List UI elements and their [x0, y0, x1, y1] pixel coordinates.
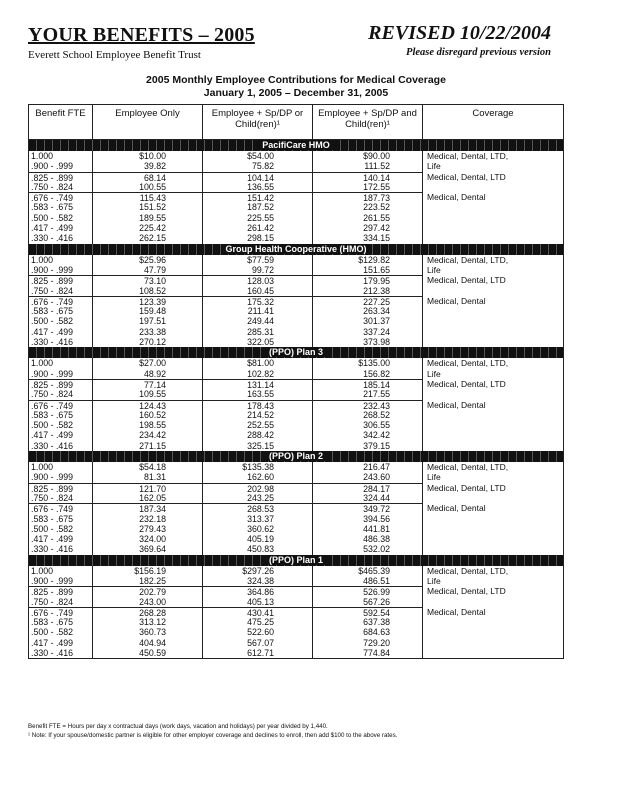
cell-fte: .500 - .582: [29, 420, 93, 430]
cell-employee-only: 268.28: [93, 607, 203, 617]
cell-employee-sp-or-child: $77.59: [203, 255, 313, 265]
cell-employee-sp-and-child: 349.72: [313, 503, 423, 513]
cell-coverage: [423, 213, 563, 223]
cell-employee-sp-or-child: 430.41: [203, 607, 313, 617]
cell-employee-sp-and-child: 268.52: [313, 410, 423, 420]
table-row: [29, 327, 563, 337]
document-title-line1: 2005 Monthly Employee Contributions for Medical Coverage: [146, 74, 446, 86]
cell-employee-sp-and-child: 261.55: [313, 213, 423, 223]
cell-employee-sp-and-child: 486.51: [313, 576, 423, 586]
cell-coverage: Medical, Dental, LTD,: [427, 358, 509, 369]
table-row: [29, 462, 563, 472]
cell-coverage: Medical, Dental: [427, 192, 486, 203]
table-row: [29, 597, 563, 607]
table-row: [29, 503, 563, 513]
cell-employee-sp-or-child: 261.42: [203, 223, 313, 233]
cell-coverage: [423, 441, 563, 451]
cell-employee-sp-and-child: 729.20: [313, 638, 423, 648]
cell-employee-sp-and-child: 486.38: [313, 534, 423, 544]
cell-employee-sp-and-child: 297.42: [313, 223, 423, 233]
cell-fte: .330 - .416: [29, 544, 93, 554]
cell-employee-only: 360.73: [93, 627, 203, 637]
cell-employee-only: $156.19: [93, 566, 203, 576]
cell-coverage: Medical, Dental, LTD,: [427, 254, 509, 265]
header-left: [28, 24, 255, 61]
cell-employee-only: 197.51: [93, 316, 203, 326]
cell-employee-only: 369.64: [93, 544, 203, 554]
cell-employee-sp-and-child: 243.60: [313, 472, 423, 482]
cell-employee-sp-and-child: 217.55: [313, 389, 423, 399]
cell-coverage: [423, 534, 563, 544]
cell-employee-sp-or-child: 178.43: [203, 400, 313, 410]
document-title: [28, 74, 564, 100]
cell-coverage: [423, 316, 563, 326]
table-row: [29, 255, 563, 265]
cell-employee-sp-or-child: $135.38: [203, 462, 313, 472]
cell-coverage: Life: [427, 575, 441, 586]
cell-employee-sp-or-child: 567.07: [203, 638, 313, 648]
cell-fte: .500 - .582: [29, 213, 93, 223]
cell-employee-sp-or-child: 102.82: [203, 369, 313, 379]
cell-coverage: [423, 389, 563, 399]
cell-employee-sp-or-child: 136.55: [203, 182, 313, 192]
cell-employee-sp-or-child: 162.60: [203, 472, 313, 482]
plan-name: (PPO) Plan 2: [265, 451, 327, 461]
cell-employee-only: 270.12: [93, 337, 203, 347]
cell-employee-sp-and-child: 172.55: [313, 182, 423, 192]
cell-fte: .417 - .499: [29, 327, 93, 337]
cell-fte: .825 - .899: [29, 379, 93, 389]
table-row: [29, 441, 563, 451]
table-row: [29, 576, 563, 586]
plan-header: [29, 140, 563, 151]
cell-employee-sp-and-child: 637.38: [313, 617, 423, 627]
cell-employee-sp-and-child: 179.95: [313, 275, 423, 285]
cell-employee-sp-and-child: 111.52: [313, 161, 423, 171]
contributions-table: [28, 104, 564, 659]
cell-fte: .750 - .824: [29, 286, 93, 296]
table-row: [29, 379, 563, 389]
cell-employee-sp-or-child: 252.55: [203, 420, 313, 430]
cell-employee-only: 159.48: [93, 306, 203, 316]
cell-fte: .750 - .824: [29, 493, 93, 503]
cell-coverage: [423, 648, 563, 658]
cell-employee-sp-and-child: 526.99: [313, 586, 423, 596]
revised-note: Please disregard previous version: [406, 47, 551, 58]
cell-employee-sp-or-child: 285.31: [203, 327, 313, 337]
cell-employee-sp-or-child: 187.52: [203, 202, 313, 212]
cell-employee-sp-or-child: 360.62: [203, 524, 313, 534]
cell-coverage: [423, 430, 563, 440]
cell-fte: .900 - .999: [29, 472, 93, 482]
cell-employee-sp-or-child: $81.00: [203, 358, 313, 368]
cell-coverage: Medical, Dental: [427, 606, 486, 617]
cell-employee-only: 81.31: [93, 472, 203, 482]
cell-fte: .417 - .499: [29, 430, 93, 440]
cell-employee-only: 234.42: [93, 430, 203, 440]
cell-employee-sp-and-child: 263.34: [313, 306, 423, 316]
cell-employee-sp-and-child: 223.52: [313, 202, 423, 212]
cell-coverage: [423, 286, 563, 296]
organization-name: Everett School Employee Benefit Trust: [28, 49, 201, 61]
cell-fte: .500 - .582: [29, 316, 93, 326]
cell-employee-sp-and-child: 151.65: [313, 265, 423, 275]
table-row: [29, 389, 563, 399]
cell-employee-only: 233.38: [93, 327, 203, 337]
header-coverage: Coverage: [472, 108, 514, 119]
page-title: YOUR BENEFITS – 2005: [28, 24, 255, 46]
cell-employee-sp-or-child: 288.42: [203, 430, 313, 440]
cell-employee-only: 109.55: [93, 389, 203, 399]
cell-employee-only: 123.39: [93, 296, 203, 306]
cell-employee-sp-and-child: 212.38: [313, 286, 423, 296]
cell-fte: .900 - .999: [29, 265, 93, 275]
cell-employee-only: 151.52: [93, 202, 203, 212]
cell-coverage: [423, 420, 563, 430]
table-row: [29, 400, 563, 410]
table-row: [29, 213, 563, 223]
cell-employee-only: 187.34: [93, 503, 203, 513]
cell-coverage: [423, 544, 563, 554]
cell-employee-only: 324.00: [93, 534, 203, 544]
cell-employee-sp-or-child: 151.42: [203, 192, 313, 202]
cell-coverage: [423, 597, 563, 607]
cell-employee-sp-and-child: 394.56: [313, 514, 423, 524]
cell-employee-sp-or-child: 268.53: [203, 503, 313, 513]
cell-employee-only: 160.52: [93, 410, 203, 420]
cell-fte: .676 - .749: [29, 400, 93, 410]
plan-header: [29, 555, 563, 566]
cell-employee-sp-or-child: 163.55: [203, 389, 313, 399]
cell-employee-sp-and-child: 284.17: [313, 483, 423, 493]
table-row: [29, 192, 563, 202]
cell-coverage: Medical, Dental, LTD: [427, 586, 506, 597]
cell-coverage: Life: [427, 264, 441, 275]
cell-coverage: [423, 524, 563, 534]
cell-fte: 1.000: [29, 462, 93, 472]
cell-employee-only: 73.10: [93, 275, 203, 285]
cell-employee-sp-or-child: 175.32: [203, 296, 313, 306]
table-row: [29, 627, 563, 637]
cell-employee-only: $25.96: [93, 255, 203, 265]
cell-fte: .583 - .675: [29, 306, 93, 316]
cell-coverage: Medical, Dental, LTD: [427, 378, 506, 389]
cell-employee-sp-and-child: $129.82: [313, 255, 423, 265]
cell-coverage: Medical, Dental, LTD,: [427, 462, 509, 473]
cell-employee-sp-or-child: 214.52: [203, 410, 313, 420]
cell-fte: .583 - .675: [29, 514, 93, 524]
cell-coverage: [423, 493, 563, 503]
cell-employee-only: 100.55: [93, 182, 203, 192]
cell-employee-sp-or-child: 104.14: [203, 172, 313, 182]
cell-coverage: [423, 182, 563, 192]
cell-fte: .330 - .416: [29, 337, 93, 347]
cell-employee-sp-and-child: 185.14: [313, 379, 423, 389]
table-row: [29, 172, 563, 182]
cell-employee-sp-and-child: 441.81: [313, 524, 423, 534]
header-employee-sp-or-child: Employee + Sp/DP or Child(ren)¹: [203, 105, 313, 139]
cell-coverage: [423, 202, 563, 212]
cell-employee-only: 108.52: [93, 286, 203, 296]
cell-employee-sp-and-child: 140.14: [313, 172, 423, 182]
table-row: [29, 358, 563, 368]
cell-employee-only: 198.55: [93, 420, 203, 430]
cell-fte: .676 - .749: [29, 607, 93, 617]
cell-fte: .330 - .416: [29, 441, 93, 451]
header-right: [368, 22, 551, 58]
cell-employee-sp-or-child: $297.26: [203, 566, 313, 576]
cell-coverage: [423, 306, 563, 316]
cell-employee-only: 182.25: [93, 576, 203, 586]
cell-employee-sp-and-child: 337.24: [313, 327, 423, 337]
plan-header: [29, 347, 563, 358]
cell-coverage: [423, 514, 563, 524]
cell-employee-sp-and-child: 567.26: [313, 597, 423, 607]
cell-fte: .676 - .749: [29, 503, 93, 513]
cell-fte: .583 - .675: [29, 617, 93, 627]
cell-employee-sp-and-child: 334.15: [313, 233, 423, 243]
cell-employee-only: 243.00: [93, 597, 203, 607]
cell-coverage: Medical, Dental, LTD: [427, 171, 506, 182]
cell-employee-only: 162.05: [93, 493, 203, 503]
table-row: [29, 265, 563, 275]
cell-employee-only: 313.12: [93, 617, 203, 627]
cell-employee-sp-or-child: 243.25: [203, 493, 313, 503]
cell-employee-sp-and-child: 684.63: [313, 627, 423, 637]
cell-fte: 1.000: [29, 255, 93, 265]
table-row: [29, 514, 563, 524]
cell-employee-sp-or-child: 325.15: [203, 441, 313, 451]
cell-employee-sp-and-child: 306.55: [313, 420, 423, 430]
cell-employee-sp-or-child: 298.15: [203, 233, 313, 243]
cell-employee-sp-and-child: 156.82: [313, 369, 423, 379]
cell-coverage: [423, 638, 563, 648]
cell-coverage: Medical, Dental: [427, 503, 486, 514]
cell-fte: .900 - .999: [29, 576, 93, 586]
cell-employee-sp-or-child: 475.25: [203, 617, 313, 627]
cell-coverage: Medical, Dental: [427, 399, 486, 410]
cell-employee-sp-and-child: 592.54: [313, 607, 423, 617]
cell-employee-sp-and-child: 342.42: [313, 430, 423, 440]
table-row: [29, 617, 563, 627]
table-row: [29, 420, 563, 430]
table-row: [29, 566, 563, 576]
table-row: [29, 586, 563, 596]
cell-employee-sp-and-child: 187.73: [313, 192, 423, 202]
cell-employee-only: 121.70: [93, 483, 203, 493]
cell-fte: .417 - .499: [29, 223, 93, 233]
cell-employee-sp-or-child: 313.37: [203, 514, 313, 524]
table-row: [29, 638, 563, 648]
table-row: [29, 306, 563, 316]
table-row: [29, 534, 563, 544]
cell-coverage: [423, 327, 563, 337]
table-row: [29, 337, 563, 347]
cell-employee-sp-and-child: 301.37: [313, 316, 423, 326]
table-row: [29, 430, 563, 440]
cell-employee-sp-or-child: 131.14: [203, 379, 313, 389]
cell-fte: .417 - .499: [29, 534, 93, 544]
table-row: [29, 182, 563, 192]
cell-fte: .825 - .899: [29, 483, 93, 493]
cell-fte: 1.000: [29, 151, 93, 161]
cell-fte: .900 - .999: [29, 161, 93, 171]
table-row: [29, 286, 563, 296]
fte-footnote: Benefit FTE = Hours per day x contractual days (work days, vacation and holidays) per year divided by 1,440.: [28, 723, 328, 730]
cell-employee-only: 262.15: [93, 233, 203, 243]
table-row: [29, 472, 563, 482]
cell-employee-only: $27.00: [93, 358, 203, 368]
cell-employee-sp-or-child: 160.45: [203, 286, 313, 296]
table-row: [29, 296, 563, 306]
table-row: [29, 275, 563, 285]
cell-employee-sp-or-child: 364.86: [203, 586, 313, 596]
cell-coverage: Life: [427, 161, 441, 172]
table-row: [29, 223, 563, 233]
cell-fte: .750 - .824: [29, 597, 93, 607]
cell-fte: .825 - .899: [29, 586, 93, 596]
cell-employee-sp-and-child: 532.02: [313, 544, 423, 554]
spouse-footnote: ¹ Note: If your spouse/domestic partner is eligible for other employer coverage and declines to enroll, then add $100 to the above rates.: [28, 732, 398, 739]
cell-coverage: Medical, Dental, LTD,: [427, 151, 509, 161]
cell-coverage: Life: [427, 368, 441, 379]
cell-employee-sp-or-child: 322.05: [203, 337, 313, 347]
cell-employee-sp-and-child: $465.39: [313, 566, 423, 576]
cell-employee-sp-or-child: 450.83: [203, 544, 313, 554]
cell-employee-sp-or-child: 211.41: [203, 306, 313, 316]
cell-employee-sp-or-child: 522.60: [203, 627, 313, 637]
cell-fte: 1.000: [29, 566, 93, 576]
cell-employee-only: 232.18: [93, 514, 203, 524]
plan-name: (PPO) Plan 3: [265, 347, 327, 357]
cell-employee-only: 47.79: [93, 265, 203, 275]
cell-coverage: Medical, Dental: [427, 295, 486, 306]
table-row: [29, 410, 563, 420]
cell-coverage: [423, 627, 563, 637]
cell-coverage: Medical, Dental, LTD: [427, 275, 506, 286]
cell-fte: .750 - .824: [29, 389, 93, 399]
cell-employee-sp-or-child: 75.82: [203, 161, 313, 171]
cell-employee-only: 189.55: [93, 213, 203, 223]
cell-employee-sp-or-child: 202.98: [203, 483, 313, 493]
cell-employee-sp-or-child: 225.55: [203, 213, 313, 223]
header-employee-sp-and-child: Employee + Sp/DP and Child(ren)¹: [313, 105, 423, 139]
table-row: [29, 483, 563, 493]
cell-employee-only: 77.14: [93, 379, 203, 389]
header-benefit-fte: Benefit FTE: [29, 105, 93, 139]
table-row: [29, 233, 563, 243]
cell-coverage: [423, 410, 563, 420]
table-row: [29, 524, 563, 534]
table-row: [29, 161, 563, 171]
cell-employee-sp-and-child: 373.98: [313, 337, 423, 347]
cell-employee-only: 68.14: [93, 172, 203, 182]
cell-fte: .825 - .899: [29, 172, 93, 182]
cell-employee-sp-or-child: 612.71: [203, 648, 313, 658]
table-row: [29, 369, 563, 379]
cell-coverage: Medical, Dental, LTD: [427, 482, 506, 493]
cell-coverage: Medical, Dental, LTD,: [427, 565, 509, 576]
table-row: [29, 493, 563, 503]
cell-fte: .825 - .899: [29, 275, 93, 285]
cell-coverage: [423, 337, 563, 347]
cell-employee-only: 225.42: [93, 223, 203, 233]
plan-name: (PPO) Plan 1: [265, 555, 327, 565]
cell-employee-only: 48.92: [93, 369, 203, 379]
cell-fte: 1.000: [29, 358, 93, 368]
cell-employee-only: 115.43: [93, 192, 203, 202]
cell-fte: .330 - .416: [29, 233, 93, 243]
cell-employee-sp-and-child: $90.00: [313, 151, 423, 161]
cell-fte: .900 - .999: [29, 369, 93, 379]
table-header: [29, 105, 563, 140]
revised-date: REVISED 10/22/2004: [368, 22, 551, 44]
cell-employee-sp-and-child: 774.84: [313, 648, 423, 658]
cell-coverage: [423, 617, 563, 627]
cell-employee-sp-or-child: 405.19: [203, 534, 313, 544]
table-row: [29, 607, 563, 617]
cell-coverage: [423, 233, 563, 243]
table-row: [29, 648, 563, 658]
cell-employee-only: 404.94: [93, 638, 203, 648]
cell-employee-sp-and-child: 232.43: [313, 400, 423, 410]
cell-employee-sp-or-child: $54.00: [203, 151, 313, 161]
cell-employee-only: 450.59: [93, 648, 203, 658]
cell-employee-sp-or-child: 405.13: [203, 597, 313, 607]
table-row: [29, 316, 563, 326]
cell-fte: .330 - .416: [29, 648, 93, 658]
cell-employee-only: 202.79: [93, 586, 203, 596]
cell-employee-sp-and-child: $135.00: [313, 358, 423, 368]
cell-fte: .750 - .824: [29, 182, 93, 192]
cell-employee-only: 124.43: [93, 400, 203, 410]
cell-coverage: [423, 223, 563, 233]
cell-employee-sp-or-child: 128.03: [203, 275, 313, 285]
footnotes: [28, 722, 588, 740]
cell-employee-sp-or-child: 249.44: [203, 316, 313, 326]
cell-employee-sp-and-child: 227.25: [313, 296, 423, 306]
cell-fte: .500 - .582: [29, 524, 93, 534]
cell-employee-sp-and-child: 379.15: [313, 441, 423, 451]
cell-fte: .676 - .749: [29, 192, 93, 202]
cell-fte: .417 - .499: [29, 638, 93, 648]
cell-employee-sp-and-child: 324.44: [313, 493, 423, 503]
cell-fte: .500 - .582: [29, 627, 93, 637]
table-row: [29, 151, 563, 161]
plan-name: PacifiCare HMO: [258, 140, 334, 150]
document-title-line2: January 1, 2005 – December 31, 2005: [203, 87, 389, 99]
plan-header: [29, 451, 563, 462]
cell-coverage: Life: [427, 472, 441, 483]
table-row: [29, 202, 563, 212]
plan-name: Group Health Cooperative (HMO): [221, 244, 370, 254]
cell-employee-sp-and-child: 216.47: [313, 462, 423, 472]
cell-employee-sp-or-child: 324.38: [203, 576, 313, 586]
cell-employee-sp-or-child: 99.72: [203, 265, 313, 275]
cell-employee-only: 39.82: [93, 161, 203, 171]
plan-header: [29, 244, 563, 255]
cell-fte: .676 - .749: [29, 296, 93, 306]
cell-employee-only: $10.00: [93, 151, 203, 161]
cell-employee-only: 279.43: [93, 524, 203, 534]
cell-fte: .583 - .675: [29, 410, 93, 420]
table-row: [29, 544, 563, 554]
cell-employee-only: 271.15: [93, 441, 203, 451]
header-employee-only: Employee Only: [93, 105, 203, 139]
cell-employee-only: $54.18: [93, 462, 203, 472]
cell-fte: .583 - .675: [29, 202, 93, 212]
